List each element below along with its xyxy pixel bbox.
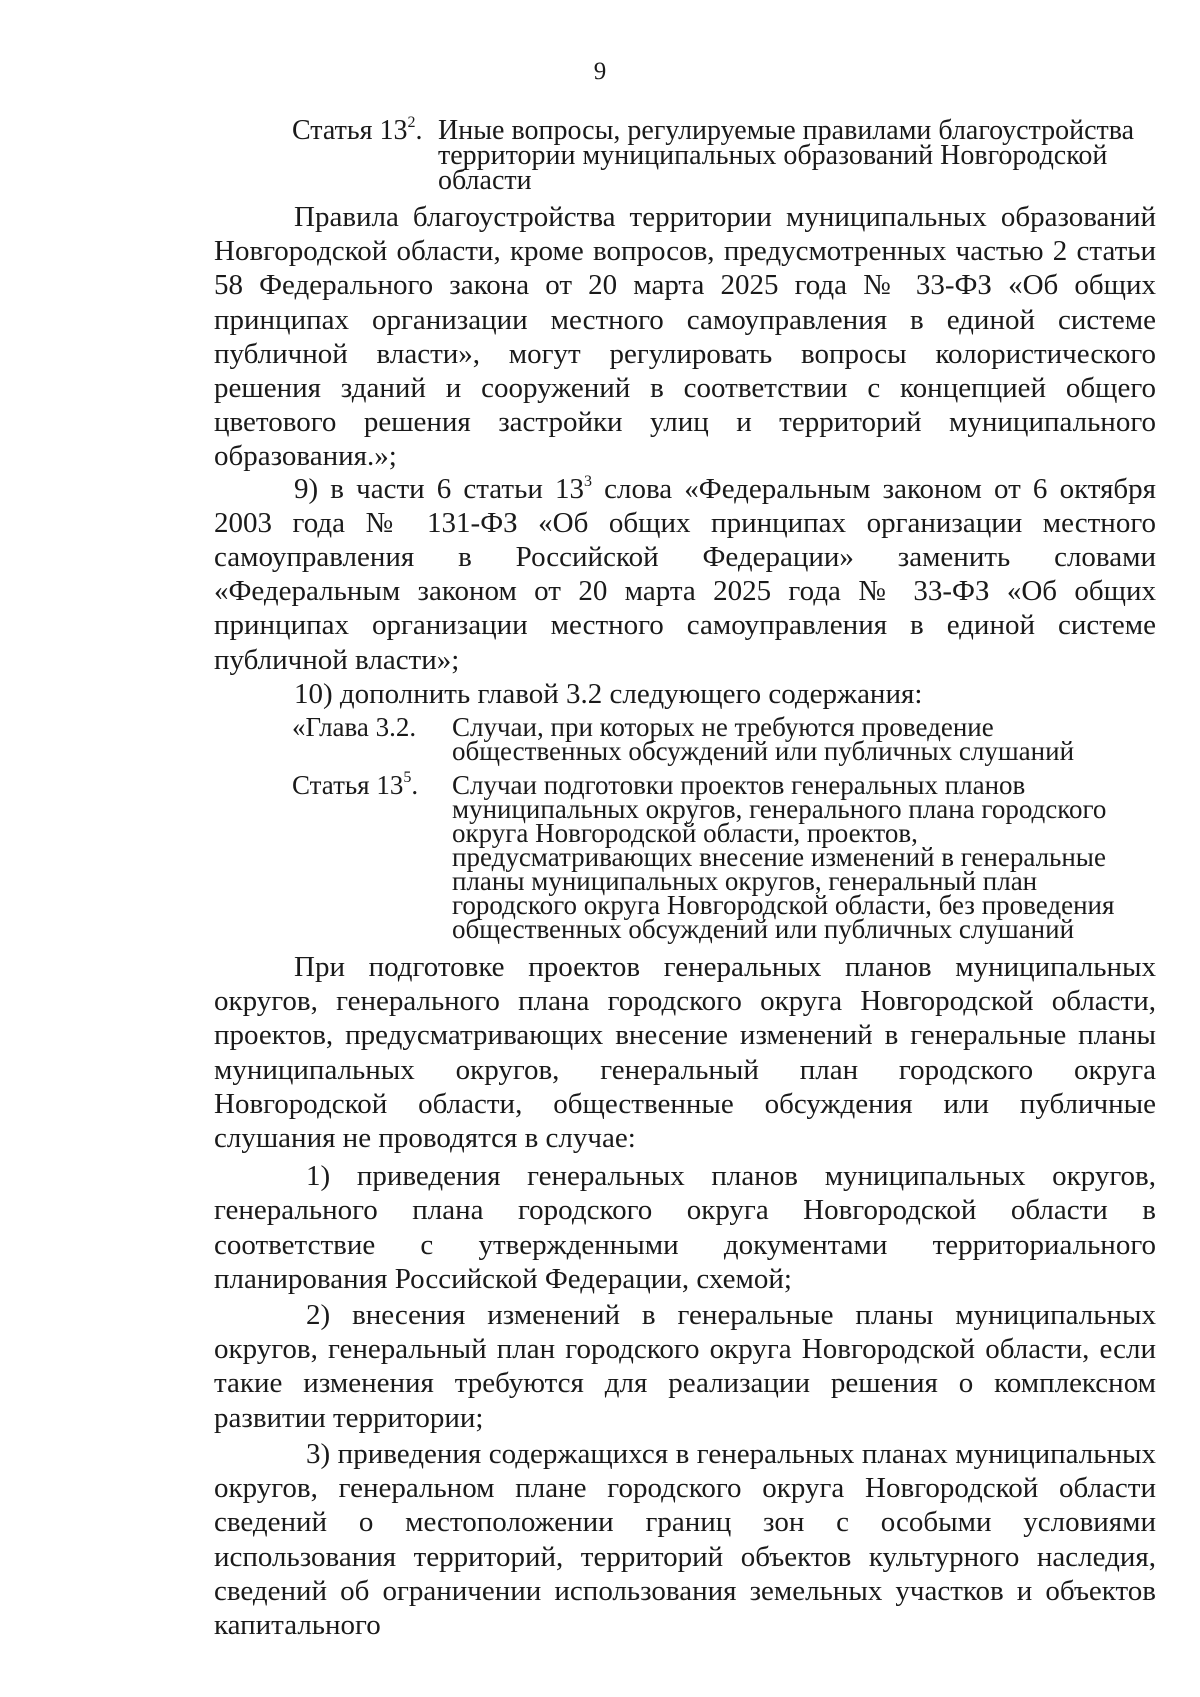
- list-item-3: 3) приведения содержащихся в генеральных планах муниципальных округов, генеральном плане городского округа Новгородской области сведений о местоположении границ зон с особыми условиями использования территорий, территорий объектов культурного наследия, сведений об ограничении использования земельных участков и объектов капитального: [214, 1437, 1156, 1641]
- article-13-2-title: Иные вопросы, регулируемые правилами благоустройства территории муниципальных образований Новгородской области: [438, 115, 1135, 196]
- chapter-3-2-heading: [214, 712, 1156, 767]
- article-13-5-heading: [214, 769, 1156, 945]
- item-9: 9) в части 6 статьи $13^3$ слова «Федеральным законом от 6 октября 2003 года № 131-ФЗ «Об общих принципах организации местного самоуправления в Российской Федерации» заменить словами «Федеральным законом от 20 марта 2025 года № 33-ФЗ «Об общих принципах организации местного самоуправления в единой системе публичной власти»;: [214, 472, 1157, 676]
- paragraph-intro: При подготовке проектов генеральных планов муниципальных округов, генерального плана городского округа Новгородской области, проектов, предусматривающих внесение изменений в генеральные планы муниципальных округов, генеральный план городского округа Новгородской области, общественные обсуждения или публичные слушания не проводятся в случае:: [214, 951, 1156, 1155]
- list-item-1: 1) приведения генеральных планов муниципальных округов, генерального плана городского округа Новгородской области в соответствие с утвержденными документами территориального планирования Российской Федерации, схемой;: [214, 1160, 1156, 1295]
- article-13-2-label: Статья $13^2$.: [292, 114, 423, 146]
- page-number: 9: [593, 58, 607, 85]
- list-item-2: 2) внесения изменений в генеральные планы муниципальных округов, генеральный план городского округа Новгородской области, если такие изменения требуются для реализации решения о комплексном развитии территории;: [214, 1299, 1156, 1434]
- article-13-5-title: Случаи подготовки проектов генеральных планов муниципальных округов, генерального плана городского округа Новгородской области, проектов, предусматривающих внесение изменений в генеральные планы муниципальных округов, генеральный план городского округа Новгородской области, без проведения общественных обсуждений или публичных слушаний: [452, 770, 1115, 945]
- chapter-3-2-title: Случаи, при которых не требуются проведение общественных обсуждений или публичных слушаний: [452, 712, 1075, 767]
- article-13-2-heading: [214, 114, 1156, 196]
- item-10: 10) дополнить главой 3.2 следующего содержания:: [294, 677, 923, 710]
- document-body: [214, 114, 1157, 1642]
- article-13-5-label: Статья $13^5$.: [292, 769, 419, 801]
- chapter-3-2-label: «Глава 3.2.: [292, 712, 417, 743]
- paragraph-rules: Правила благоустройства территории муниципальных образований Новгородской области, кроме вопросов, предусмотренных частью 2 статьи 58 Федерального закона от 20 марта 2025 года № 33-ФЗ «Об общих принципах организации местного самоуправления в единой системе публичной власти», могут регулировать вопросы колористического решения зданий и сооружений в соответствии с концепцией общего цветового решения застройки улиц и территорий муниципального образования.»;: [214, 201, 1156, 473]
